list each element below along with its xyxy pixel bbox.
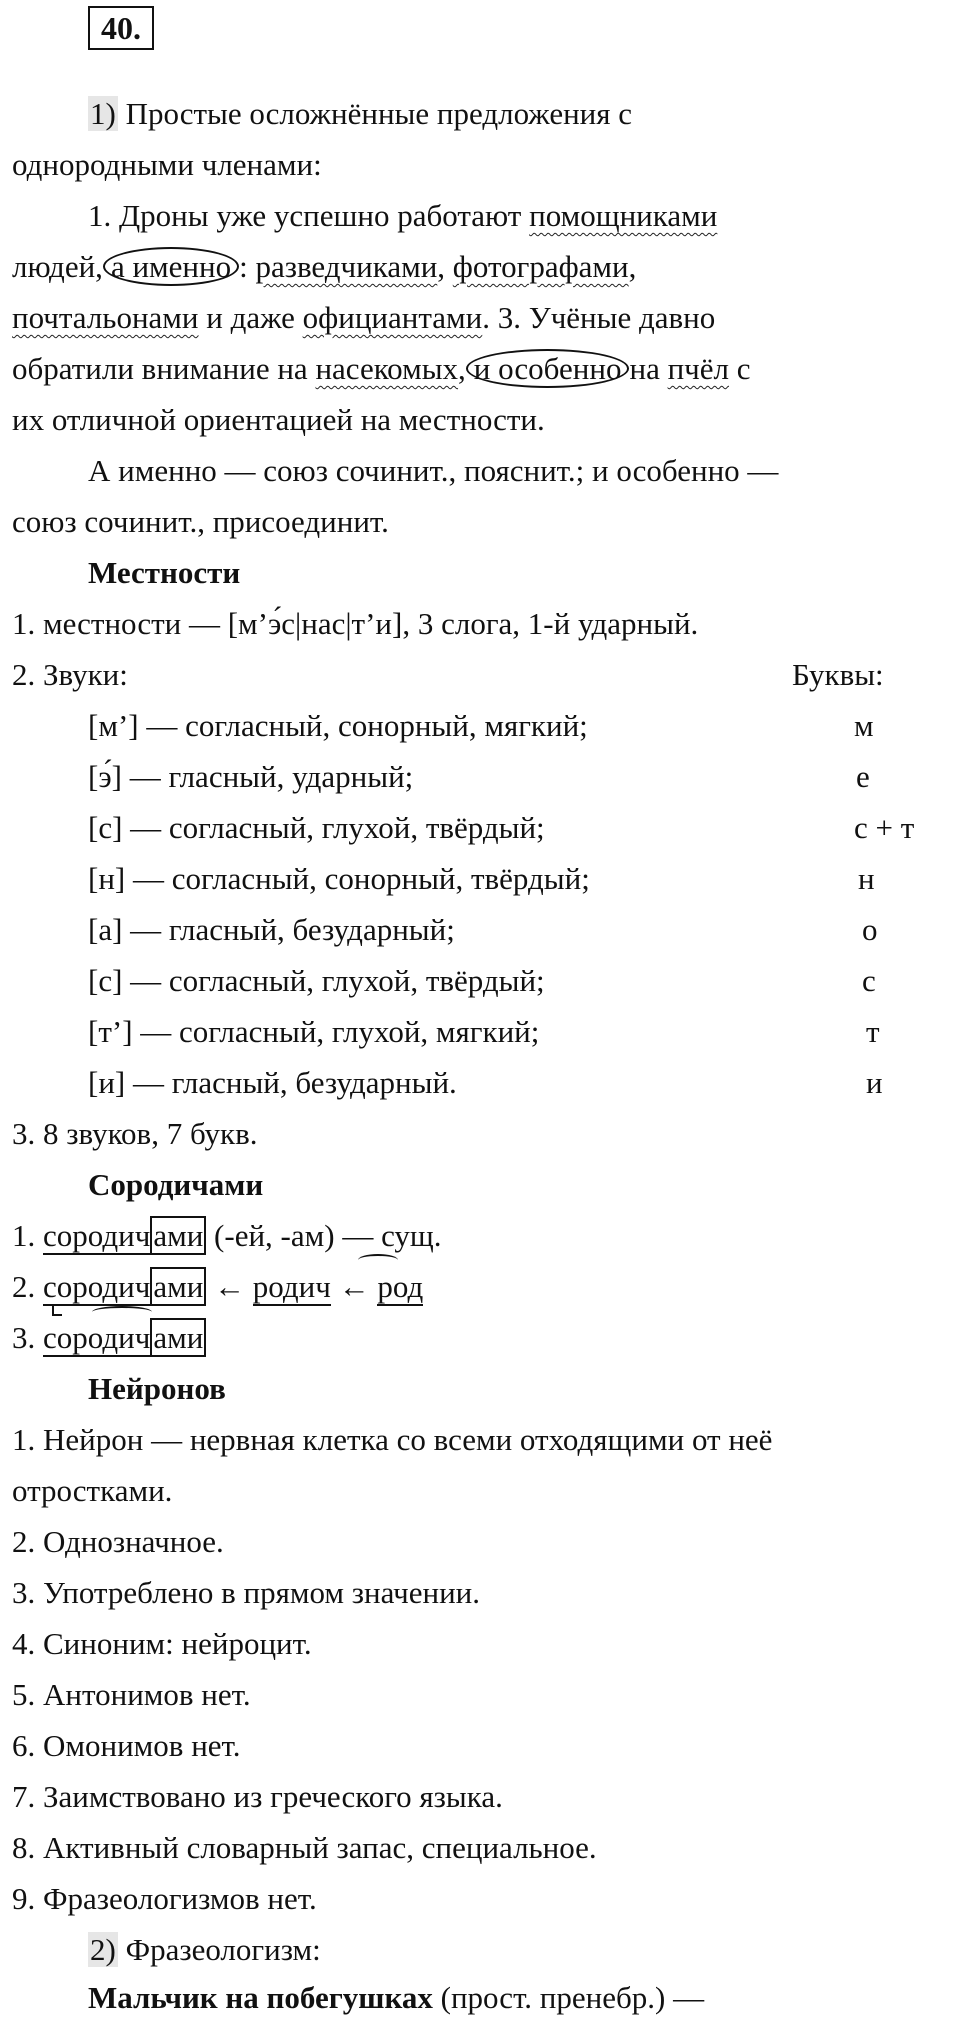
phraseologism: Мальчик на побегушках [88,1980,433,2015]
lexical-item: 9. Фразеологизмов нет. [12,1881,317,1916]
word-stem: сородич [43,1269,151,1304]
sentence-line-4: обратили внимание на насекомых, и особенно на пчёл с [12,351,751,386]
letter-cell: т [866,1014,880,1049]
homogeneous-member: пчёл [667,351,730,386]
letter-cell: н [858,861,875,896]
conjunction-oval: а именно [103,247,239,286]
part1-marker: 1) [90,96,116,131]
phonetic-title: Местности [88,555,241,590]
sounds-label: 2. Звуки: [12,657,128,692]
lexical-item: 5. Антонимов нет. [12,1677,251,1712]
sentence-line-5: их отличной ориентацией на местности. [12,402,545,437]
lexical-item: 8. Активный словарный запас, специальное. [12,1830,597,1865]
lexical-item: 2. Однозначное. [12,1524,224,1559]
part1-heading-line2: однородными членами: [12,147,322,182]
morph-line-1: 1. сородичами (-ей, -ам) — сущ. [12,1218,442,1253]
morph-title: Сородичами [88,1167,264,1202]
note-line-1: А именно — союз сочинит., пояснит.; и особенно — [88,453,779,488]
sound-row: [н] — согласный, сонорный, твёрдый; [88,861,590,896]
lexical-item: 6. Омонимов нет. [12,1728,241,1763]
sound-row: [а] — гласный, безударный; [88,912,455,947]
sound-row: [э́] — гласный, ударный; [88,759,414,794]
homogeneous-member: насекомых [315,351,459,386]
lexical-item: 1. Нейрон — нервная клетка со всеми отходящими от неё [12,1422,773,1457]
homogeneous-member: почтальонами [12,300,199,335]
phonetic-line-1: 1. местности — [м’э́с|нас|т’и], 3 слога, 1-й ударный. [12,606,699,641]
lexical-item: 7. Заимствовано из греческого языка. [12,1779,503,1814]
part2-marker: 2) [90,1932,116,1967]
lexical-item: 3. Употреблено в прямом значении. [12,1575,481,1610]
lexical-item: 4. Синоним: нейроцит. [12,1626,312,1661]
word-ending: ами [150,1318,206,1357]
word-ending: ами [150,1216,206,1255]
part1-heading: 1) Простые осложнённые предложения с [90,96,633,131]
letters-label: Буквы: [792,657,884,692]
word-stem: сородич [43,1218,151,1253]
part2-phrase-line: Мальчик на побегушках (прост. пренебр.) — [88,1980,705,2015]
suffix-mark [358,1254,398,1266]
homogeneous-member: помощниками [529,198,718,233]
root-mark [92,1306,152,1318]
letter-cell: е [856,759,870,794]
letter-cell: о [862,912,878,947]
homogeneous-member: фотографами [452,249,629,284]
sound-row: [с] — согласный, глухой, твёрдый; [88,963,545,998]
sentence-line-1: 1. Дроны уже успешно работают помощниками [88,198,718,233]
part2-heading: 2) Фразеологизм: [90,1932,321,1967]
conjunction-oval: и особенно [466,349,630,388]
homogeneous-member: официантами [302,300,483,335]
letter-cell: с [862,963,876,998]
derivation-word: родич [252,1269,331,1304]
sentence-line-2: людей, а именно : разведчиками, фотографами, [12,249,637,284]
phonetic-total: 3. 8 звуков, 7 букв. [12,1116,258,1151]
letter-cell: с + т [854,810,915,845]
morph-line-3: 3. сородичами [12,1312,206,1363]
sentence-line-3: почтальонами и даже официантами. 3. Учёные давно [12,300,716,335]
lexical-item: отростками. [12,1473,173,1508]
letter-cell: м [854,708,874,743]
sound-row: [м’] — согласный, сонорный, мягкий; [88,708,588,743]
word-ending: ами [150,1267,206,1306]
morph-line-2: 2. сородичами ← родич ← род [12,1269,424,1304]
homogeneous-member: разведчиками [255,249,438,284]
derivation-word: род [377,1269,424,1304]
lexical-title: Нейронов [88,1371,226,1406]
note-line-2: союз сочинит., присоединит. [12,504,389,539]
sound-row: [и] — гласный, безударный. [88,1065,457,1100]
task-number: 40. [88,6,154,50]
letter-cell: и [866,1065,883,1100]
sound-row: [т’] — согласный, глухой, мягкий; [88,1014,540,1049]
word-stem: сородич [43,1320,151,1355]
sound-row: [с] — согласный, глухой, твёрдый; [88,810,545,845]
